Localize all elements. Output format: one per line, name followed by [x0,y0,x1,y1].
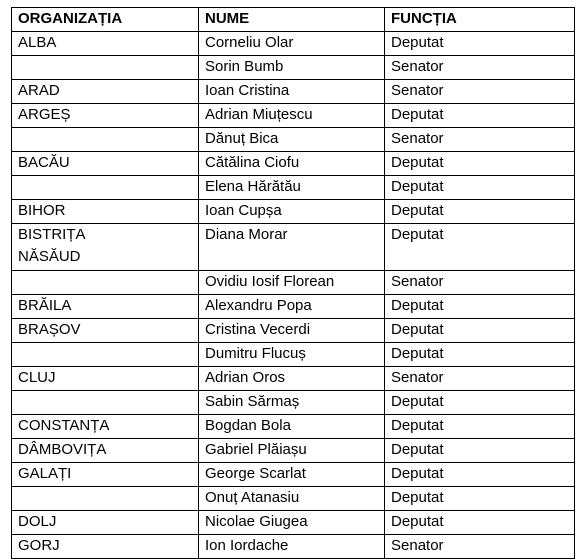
cell-function: Deputat [385,295,575,319]
table-row [12,343,575,367]
cell-name: Ioan Cupșa [199,200,385,224]
table-row [12,295,575,319]
cell-organization [12,343,199,367]
table-row [12,439,575,463]
cell-organization: BRĂILA [12,295,199,319]
cell-name: Dumitru Flucuș [199,343,385,367]
cell-function: Deputat [385,487,575,511]
cell-name: Ioan Cristina [199,80,385,104]
cell-organization: DOLJ [12,511,199,535]
cell-name: Corneliu Olar [199,32,385,56]
table-row [12,511,575,535]
cell-function: Deputat [385,415,575,439]
cell-organization: BRAȘOV [12,319,199,343]
cell-name: Diana Morar [199,224,385,271]
table-row [12,367,575,391]
cell-function: Deputat [385,152,575,176]
cell-name: Nicolae Giugea [199,511,385,535]
cell-name: Cătălina Ciofu [199,152,385,176]
cell-name: George Scarlat [199,463,385,487]
table-row [12,32,575,56]
cell-organization: BIHOR [12,200,199,224]
cell-name: Alexandru Popa [199,295,385,319]
cell-name: Elena Hărătău [199,176,385,200]
cell-function: Senator [385,56,575,80]
table-row [12,415,575,439]
cell-organization [12,224,199,271]
cell-function: Deputat [385,200,575,224]
cell-organization: BACĂU [12,152,199,176]
cell-organization [12,56,199,80]
members-table [11,7,575,559]
header-row [12,8,575,32]
table-row [12,463,575,487]
organization-line: NĂSĂUD [18,248,81,265]
cell-organization [12,487,199,511]
cell-organization: ARGEȘ [12,104,199,128]
organization-line: BISTRIȚA [18,226,86,243]
cell-function: Senator [385,128,575,152]
cell-organization [12,271,199,295]
cell-organization [12,176,199,200]
cell-name: Onuț Atanasiu [199,487,385,511]
table-row [12,104,575,128]
cell-function: Deputat [385,511,575,535]
cell-organization: GALAȚI [12,463,199,487]
cell-function: Deputat [385,463,575,487]
cell-organization: GORJ [12,535,199,559]
table-row [12,319,575,343]
cell-function: Deputat [385,319,575,343]
table-row [12,391,575,415]
cell-organization: CONSTANȚA [12,415,199,439]
table-row [12,128,575,152]
cell-organization: ALBA [12,32,199,56]
cell-name: Adrian Oros [199,367,385,391]
cell-name: Sabin Sărmaș [199,391,385,415]
header-organization: ORGANIZAȚIA [12,8,199,32]
cell-name: Ion Iordache [199,535,385,559]
cell-function: Deputat [385,32,575,56]
cell-function: Deputat [385,224,575,271]
table-row [12,176,575,200]
header-function: FUNCȚIA [385,8,575,32]
cell-function: Deputat [385,104,575,128]
cell-name: Adrian Miuțescu [199,104,385,128]
cell-organization [12,128,199,152]
cell-name: Ovidiu Iosif Florean [199,271,385,295]
table-row [12,152,575,176]
cell-name: Sorin Bumb [199,56,385,80]
table-row [12,224,575,271]
table-body [12,32,575,559]
cell-function: Deputat [385,391,575,415]
cell-function: Senator [385,535,575,559]
table-row [12,200,575,224]
table-row [12,271,575,295]
cell-name: Dănuț Bica [199,128,385,152]
header-name: NUME [199,8,385,32]
cell-function: Deputat [385,439,575,463]
table-row [12,80,575,104]
cell-organization [12,391,199,415]
cell-name: Bogdan Bola [199,415,385,439]
cell-organization: ARAD [12,80,199,104]
table-row [12,535,575,559]
cell-function: Senator [385,367,575,391]
cell-function: Deputat [385,343,575,367]
cell-function: Senator [385,271,575,295]
cell-name: Cristina Vecerdi [199,319,385,343]
cell-function: Deputat [385,176,575,200]
cell-organization: DÂMBOVIȚA [12,439,199,463]
table-row [12,56,575,80]
cell-organization: CLUJ [12,367,199,391]
table-row [12,487,575,511]
cell-name: Gabriel Plăiașu [199,439,385,463]
cell-function: Senator [385,80,575,104]
